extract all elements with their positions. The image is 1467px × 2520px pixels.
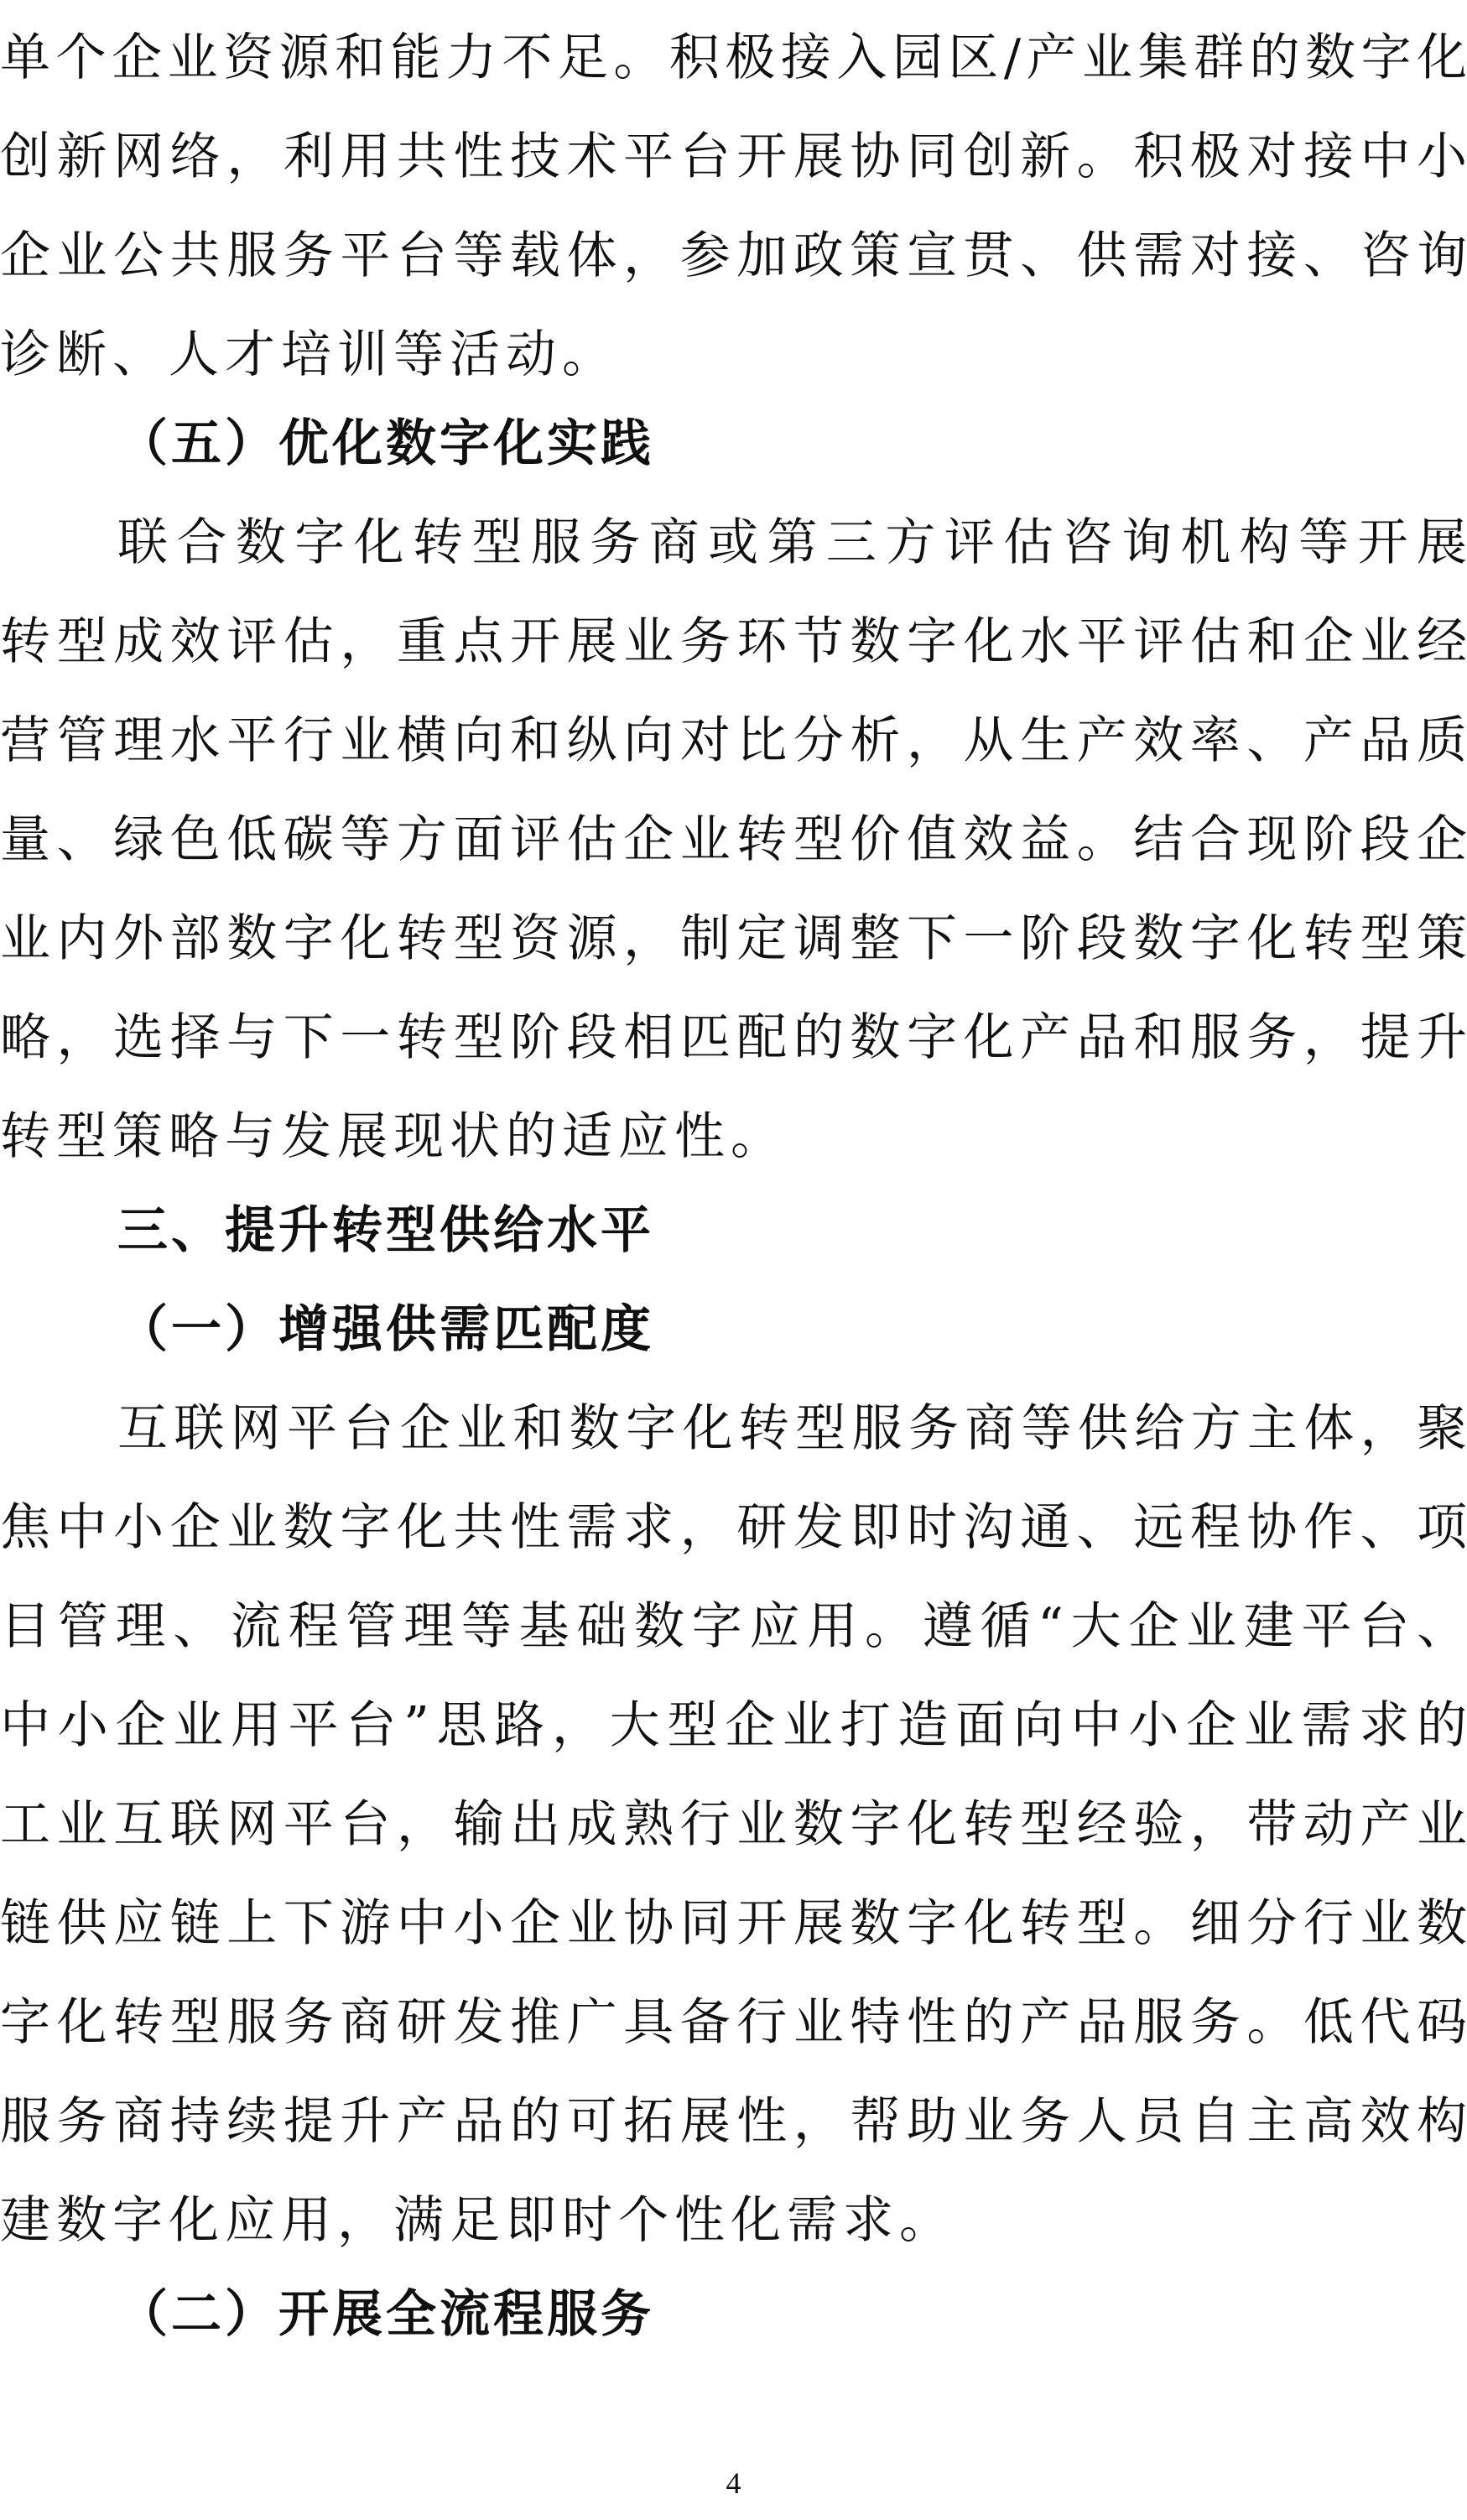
paragraph-line: 目管理、流程管理等基础数字应用。遵循“大企业建平台、 bbox=[0, 1597, 1467, 1656]
paragraph-line: 转型策略与发展现状的适应性。 bbox=[0, 1107, 787, 1166]
subsection-heading: （二）开展全流程服务 bbox=[117, 2285, 654, 2344]
paragraph-line: 业内外部数字化转型资源，制定调整下一阶段数字化转型策 bbox=[0, 909, 1467, 968]
paragraph-line: 企业公共服务平台等载体，参加政策宣贯、供需对接、咨询 bbox=[0, 226, 1467, 285]
page-number: 4 bbox=[726, 2466, 741, 2500]
section-heading: 三、提升转型供给水平 bbox=[117, 1201, 654, 1260]
paragraph-line: 工业互联网平台，输出成熟行业数字化转型经验，带动产业 bbox=[0, 1795, 1467, 1854]
paragraph-line: 单个企业资源和能力不足。积极接入园区/产业集群的数字化 bbox=[0, 29, 1467, 87]
paragraph-line: 中小企业用平台”思路，大型企业打造面向中小企业需求的 bbox=[0, 1696, 1467, 1755]
paragraph-line: 互联网平台企业和数字化转型服务商等供给方主体，聚 bbox=[117, 1399, 1467, 1458]
subsection-heading: （五）优化数字化实践 bbox=[117, 414, 654, 473]
paragraph-line: 创新网络，利用共性技术平台开展协同创新。积极对接中小 bbox=[0, 128, 1467, 186]
paragraph-line: 服务商持续提升产品的可拓展性，帮助业务人员自主高效构 bbox=[0, 2092, 1467, 2151]
paragraph-line: 转型成效评估，重点开展业务环节数字化水平评估和企业经 bbox=[0, 612, 1467, 671]
paragraph-line: 链供应链上下游中小企业协同开展数字化转型。细分行业数 bbox=[0, 1894, 1467, 1953]
paragraph-line: 焦中小企业数字化共性需求，研发即时沟通、远程协作、项 bbox=[0, 1498, 1467, 1557]
paragraph-line: 诊断、人才培训等活动。 bbox=[0, 325, 618, 384]
paragraph-line: 联合数字化转型服务商或第三方评估咨询机构等开展 bbox=[117, 513, 1467, 572]
paragraph-line: 字化转型服务商研发推广具备行业特性的产品服务。低代码 bbox=[0, 1993, 1467, 2052]
paragraph-line: 量、绿色低碳等方面评估企业转型价值效益。结合现阶段企 bbox=[0, 810, 1467, 869]
paragraph-line: 略，选择与下一转型阶段相匹配的数字化产品和服务，提升 bbox=[0, 1008, 1467, 1067]
paragraph-line: 建数字化应用，满足即时个性化需求。 bbox=[0, 2191, 955, 2250]
subsection-heading: （一）增强供需匹配度 bbox=[117, 1300, 654, 1359]
paragraph-line: 营管理水平行业横向和纵向对比分析，从生产效率、产品质 bbox=[0, 711, 1467, 770]
